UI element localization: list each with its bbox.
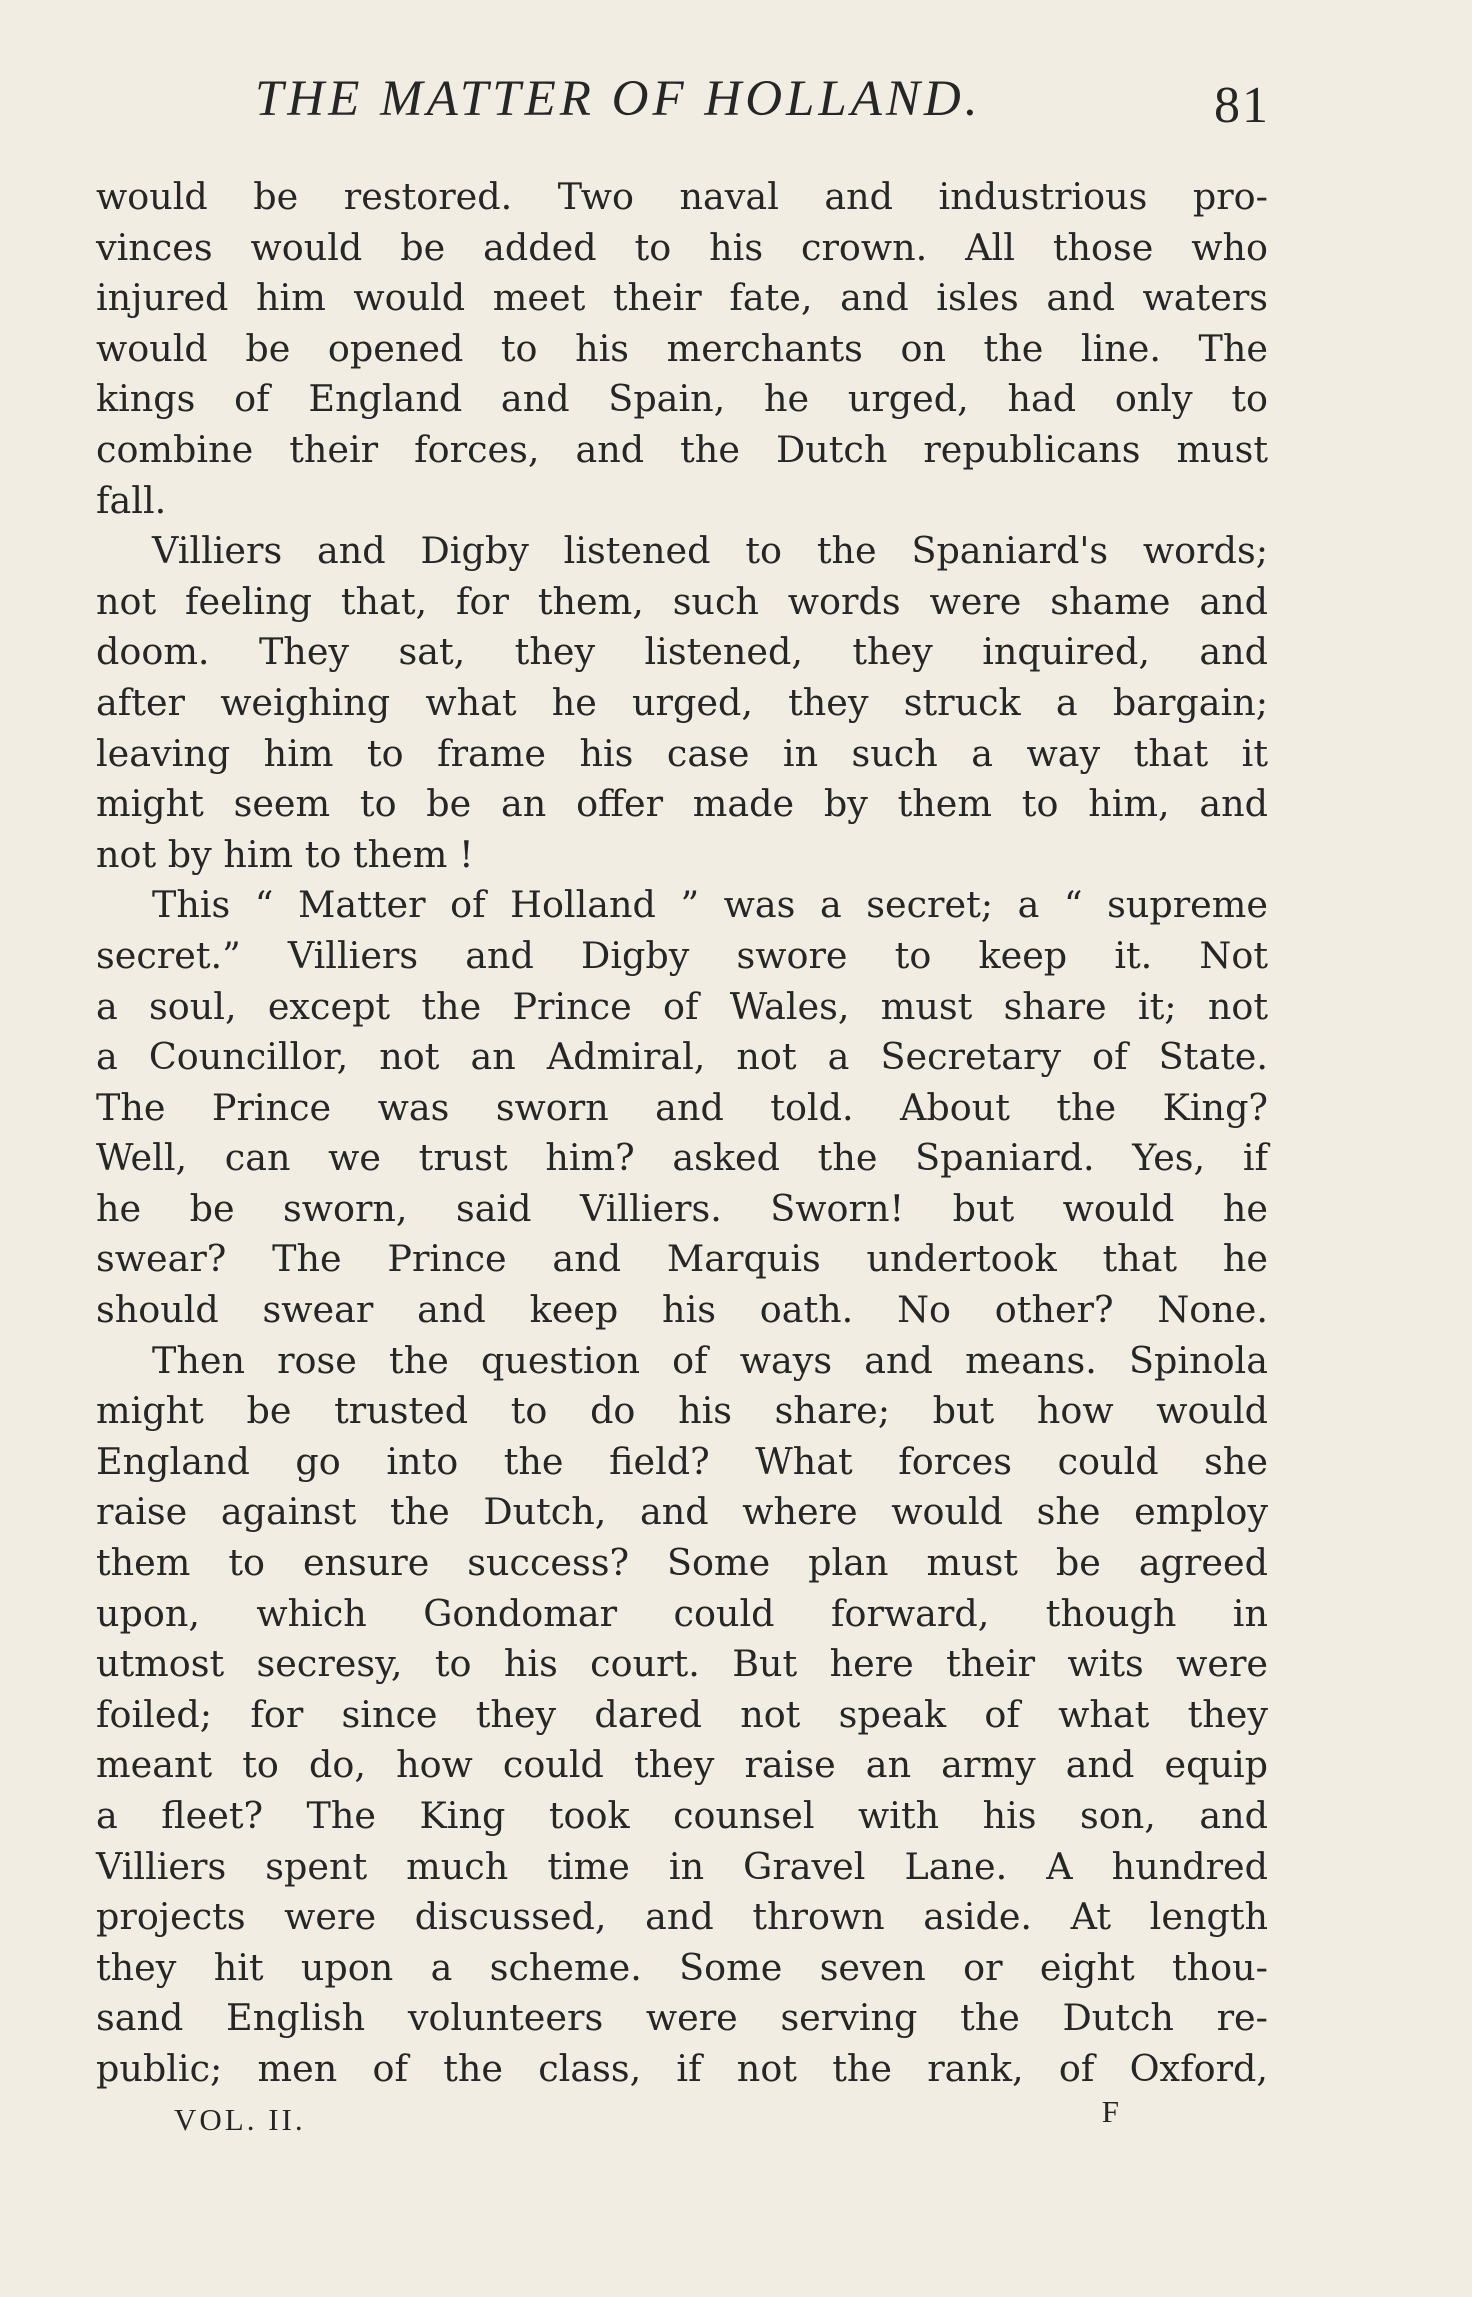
running-head [250,70,1270,134]
text-line: they hit upon a scheme. Some seven or eight thou- [96,1945,1268,1989]
text-line: a soul, except the Prince of Wales, must share it; not [96,984,1268,1028]
text-line: Villiers spent much time in Gravel Lane. A hundred [96,1844,1268,1888]
text-line: injured him would meet their fate, and isles and waters [96,276,1268,320]
text-line: kings of England and Spain, he urged, had only to [96,377,1268,421]
text-line: meant to do, how could they raise an army and equip [96,1743,1268,1787]
text-line: projects were discussed, and thrown aside. At length [96,1895,1268,1939]
text-line: fall. [96,478,167,522]
text-line: would be opened to his merchants on the line. The [96,326,1268,370]
text-line: foiled; for since they dared not speak of what they [96,1692,1268,1736]
text-line: combine their forces, and the Dutch republicans must [96,427,1268,471]
paragraph-start-line: This “ Matter of Holland ” was a secret; a “ supreme [152,883,1268,927]
text-line: not by him to them ! [96,832,474,876]
text-line: England go into the field? What forces could she [96,1439,1268,1483]
text-line: raise against the Dutch, and where would she employ [96,1490,1268,1534]
text-line: might seem to be an offer made by them to him, and [96,782,1268,826]
signature-mark: F [1101,2094,1122,2129]
paragraph-start-line: Then rose the question of ways and means. Spinola [152,1338,1268,1382]
text-line: might be trusted to do his share; but how would [96,1389,1268,1433]
text-line: utmost secresy, to his court. But here their wits were [96,1642,1268,1686]
text-line: Well, can we trust him? asked the Spaniard. Yes, if [96,1136,1268,1180]
text-line: secret.” Villiers and Digby swore to keep it. Not [96,933,1268,977]
volume-label: VOL. II. [174,2102,306,2137]
text-line: swear? The Prince and Marquis undertook that he [96,1237,1268,1281]
text-line: a fleet? The King took counsel with his son, and [96,1794,1268,1837]
text-line: would be restored. Two naval and industrious pro- [96,175,1268,218]
text-line: not feeling that, for them, such words were shame and [96,579,1268,623]
text-line: public; men of the class, if not the rank, of Oxford, [96,2046,1268,2090]
body-text [96,172,1268,2095]
text-line: upon, which Gondomar could forward, though in [96,1591,1268,1635]
text-line: after weighing what he urged, they struck a bargain; [96,680,1268,724]
text-line: sand English volunteers were serving the Dutch re- [96,1996,1268,2040]
paragraph-start-line: Villiers and Digby listened to the Spaniard's words; [152,529,1268,573]
text-line: leaving him to frame his case in such a way that it [96,731,1268,775]
text-line: doom. They sat, they listened, they inquired, and [96,630,1268,674]
running-title: THE MATTER OF HOLLAND. [255,71,982,127]
text-line: The Prince was sworn and told. About the King? [96,1085,1268,1129]
text-line: a Councillor, not an Admiral, not a Secretary of State. [96,1035,1268,1079]
page-footer [174,2094,1122,2152]
text-line: should swear and keep his oath. No other? None. [96,1288,1268,1332]
text-line: them to ensure success? Some plan must be agreed [96,1541,1268,1585]
text-line: vinces would be added to his crown. All those who [96,225,1268,269]
text-line: he be sworn, said Villiers. Sworn! but would he [96,1186,1268,1230]
page-number: 81 [1214,77,1270,134]
